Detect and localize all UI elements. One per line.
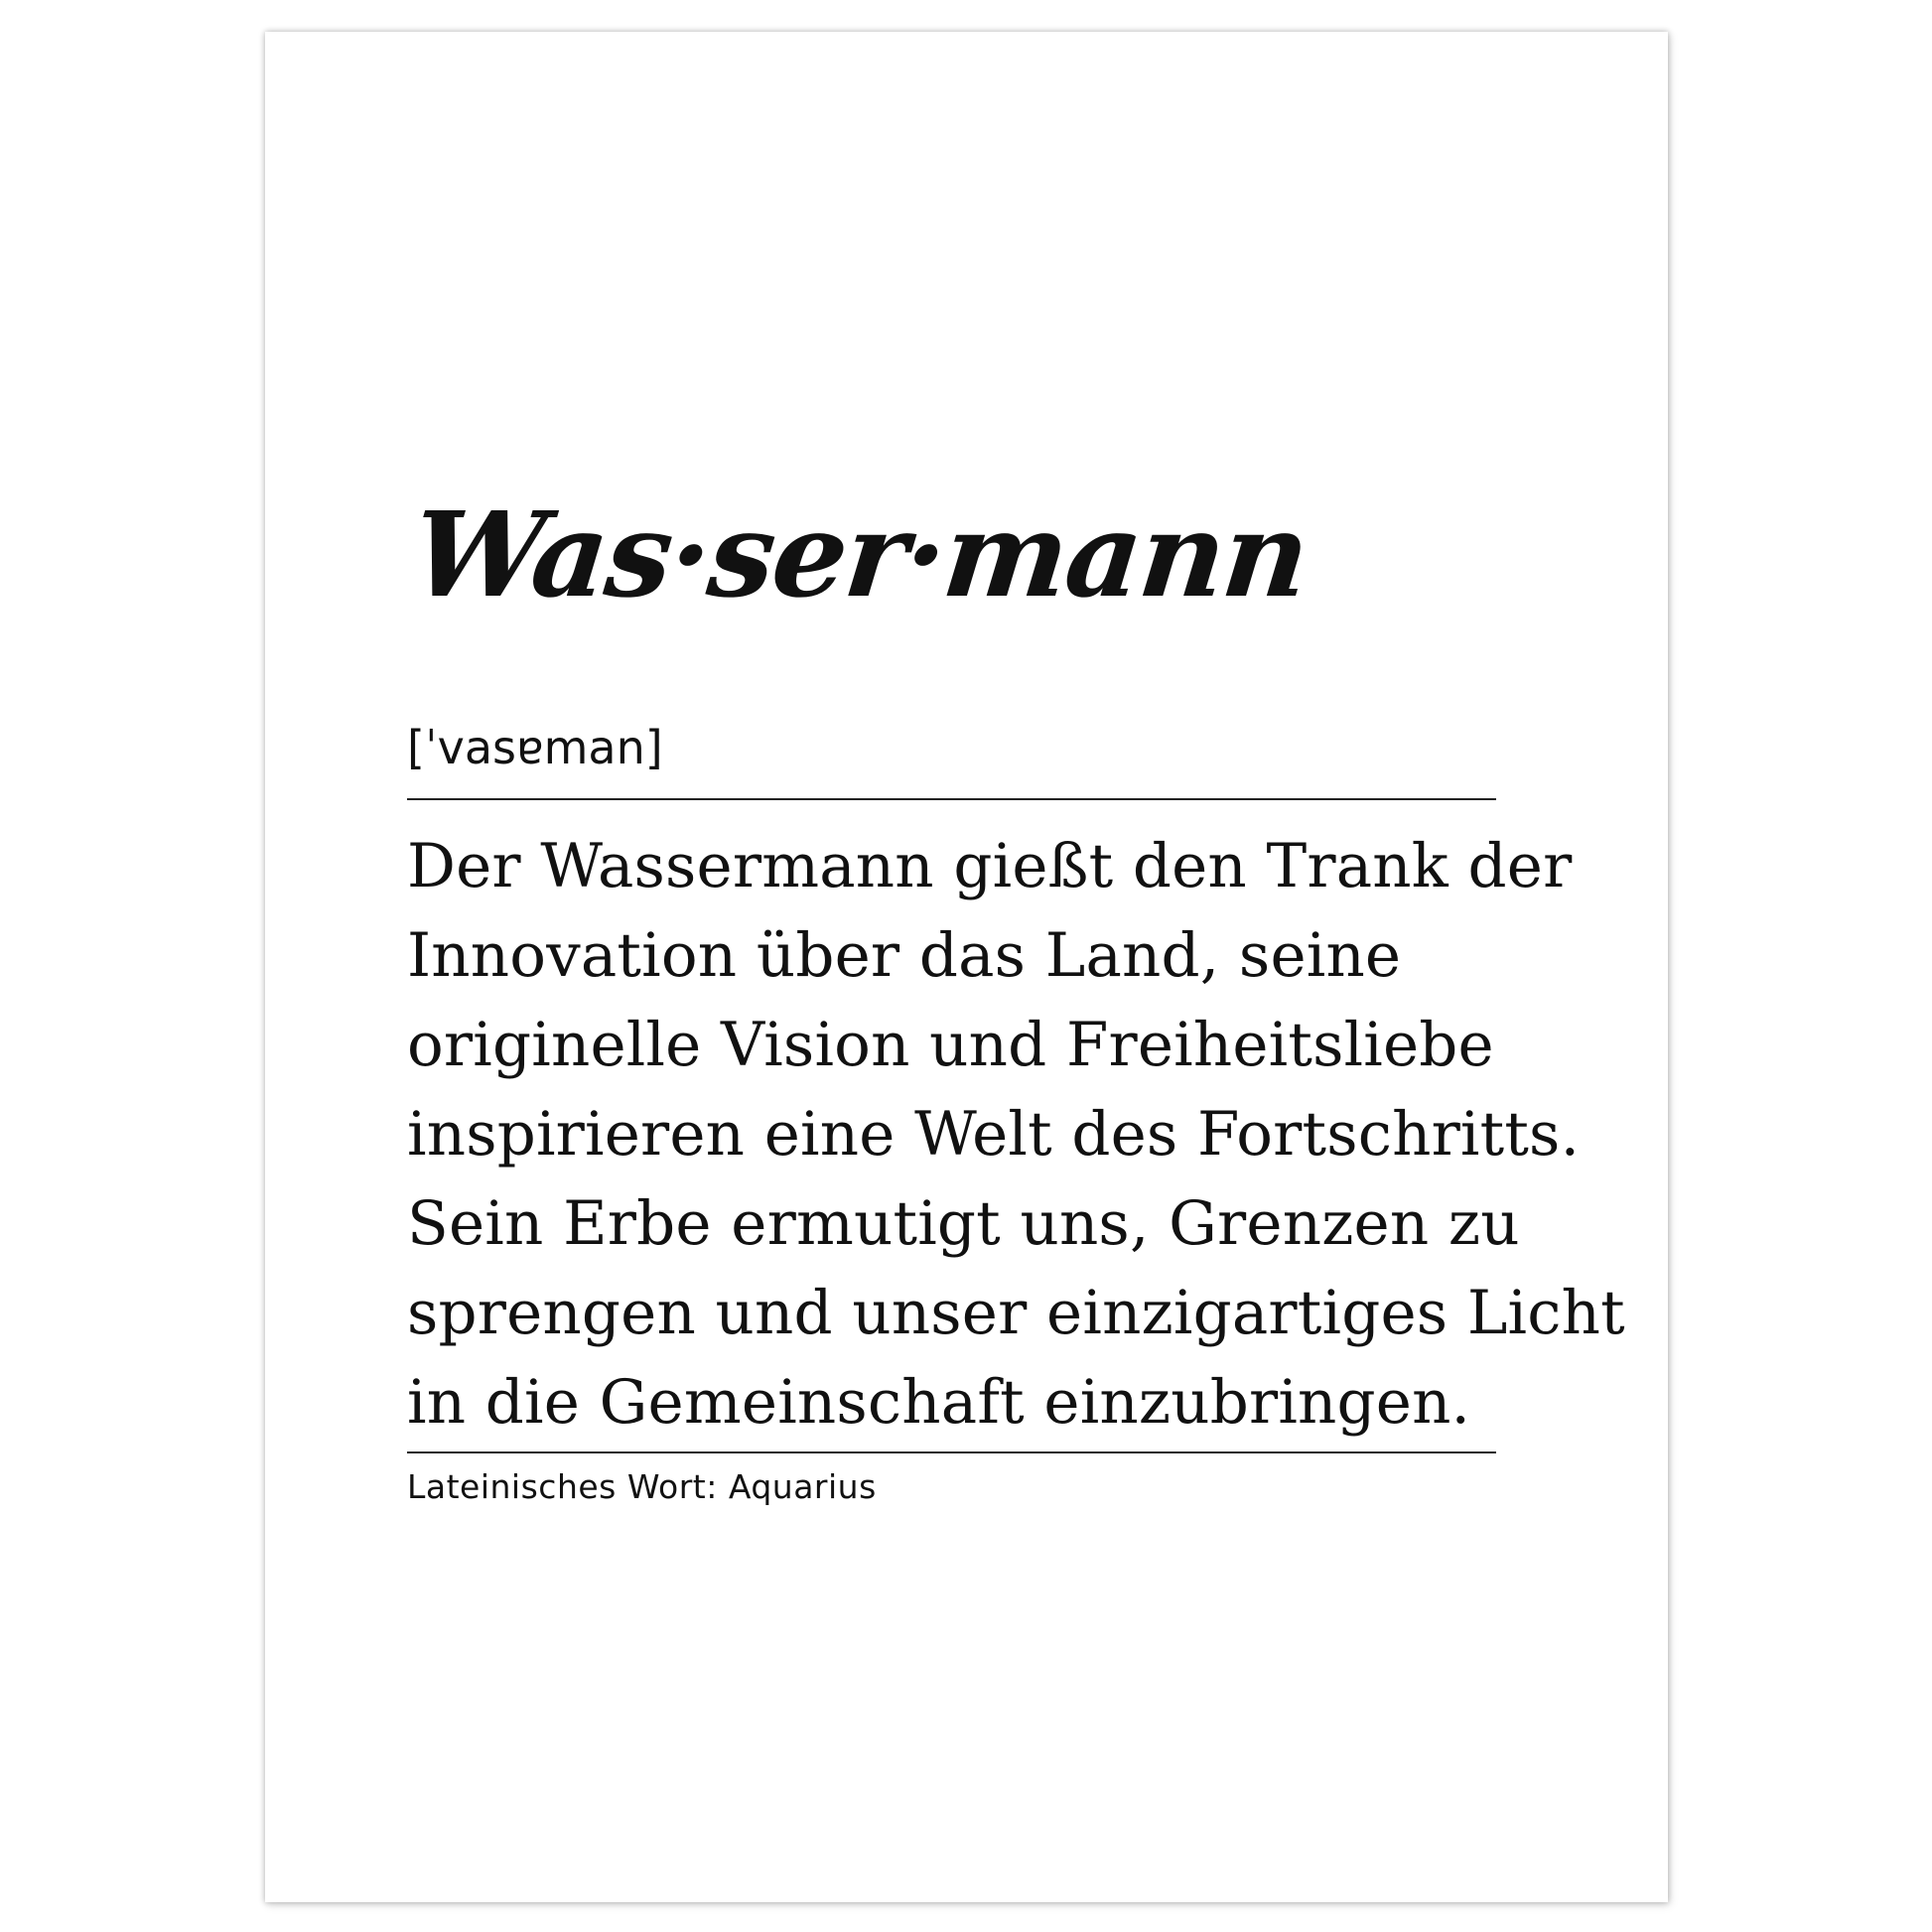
definition-line: inspirieren eine Welt des Fortschritts. [407, 1099, 1581, 1170]
pronunciation-text: [ˈvasɐman] [407, 721, 663, 774]
definition-line: in die Gemeinschaft einzubringen. [407, 1367, 1471, 1438]
headword-title: Was·ser·mann [405, 485, 1314, 623]
divider-bottom [407, 1451, 1496, 1453]
definition-line: originelle Vision und Freiheitsliebe [407, 1010, 1494, 1080]
divider-top [407, 798, 1496, 800]
definition-line: Sein Erbe ermutigt uns, Grenzen zu [407, 1188, 1520, 1259]
latin-word-note: Lateinisches Wort: Aquarius [407, 1467, 877, 1506]
definition-line: Der Wassermann gießt den Trank der [407, 831, 1573, 901]
definition-line: sprengen und unser einzigartiges Licht [407, 1278, 1625, 1348]
definition-text [407, 822, 1648, 1448]
definition-line: Innovation über das Land, seine [407, 920, 1402, 991]
